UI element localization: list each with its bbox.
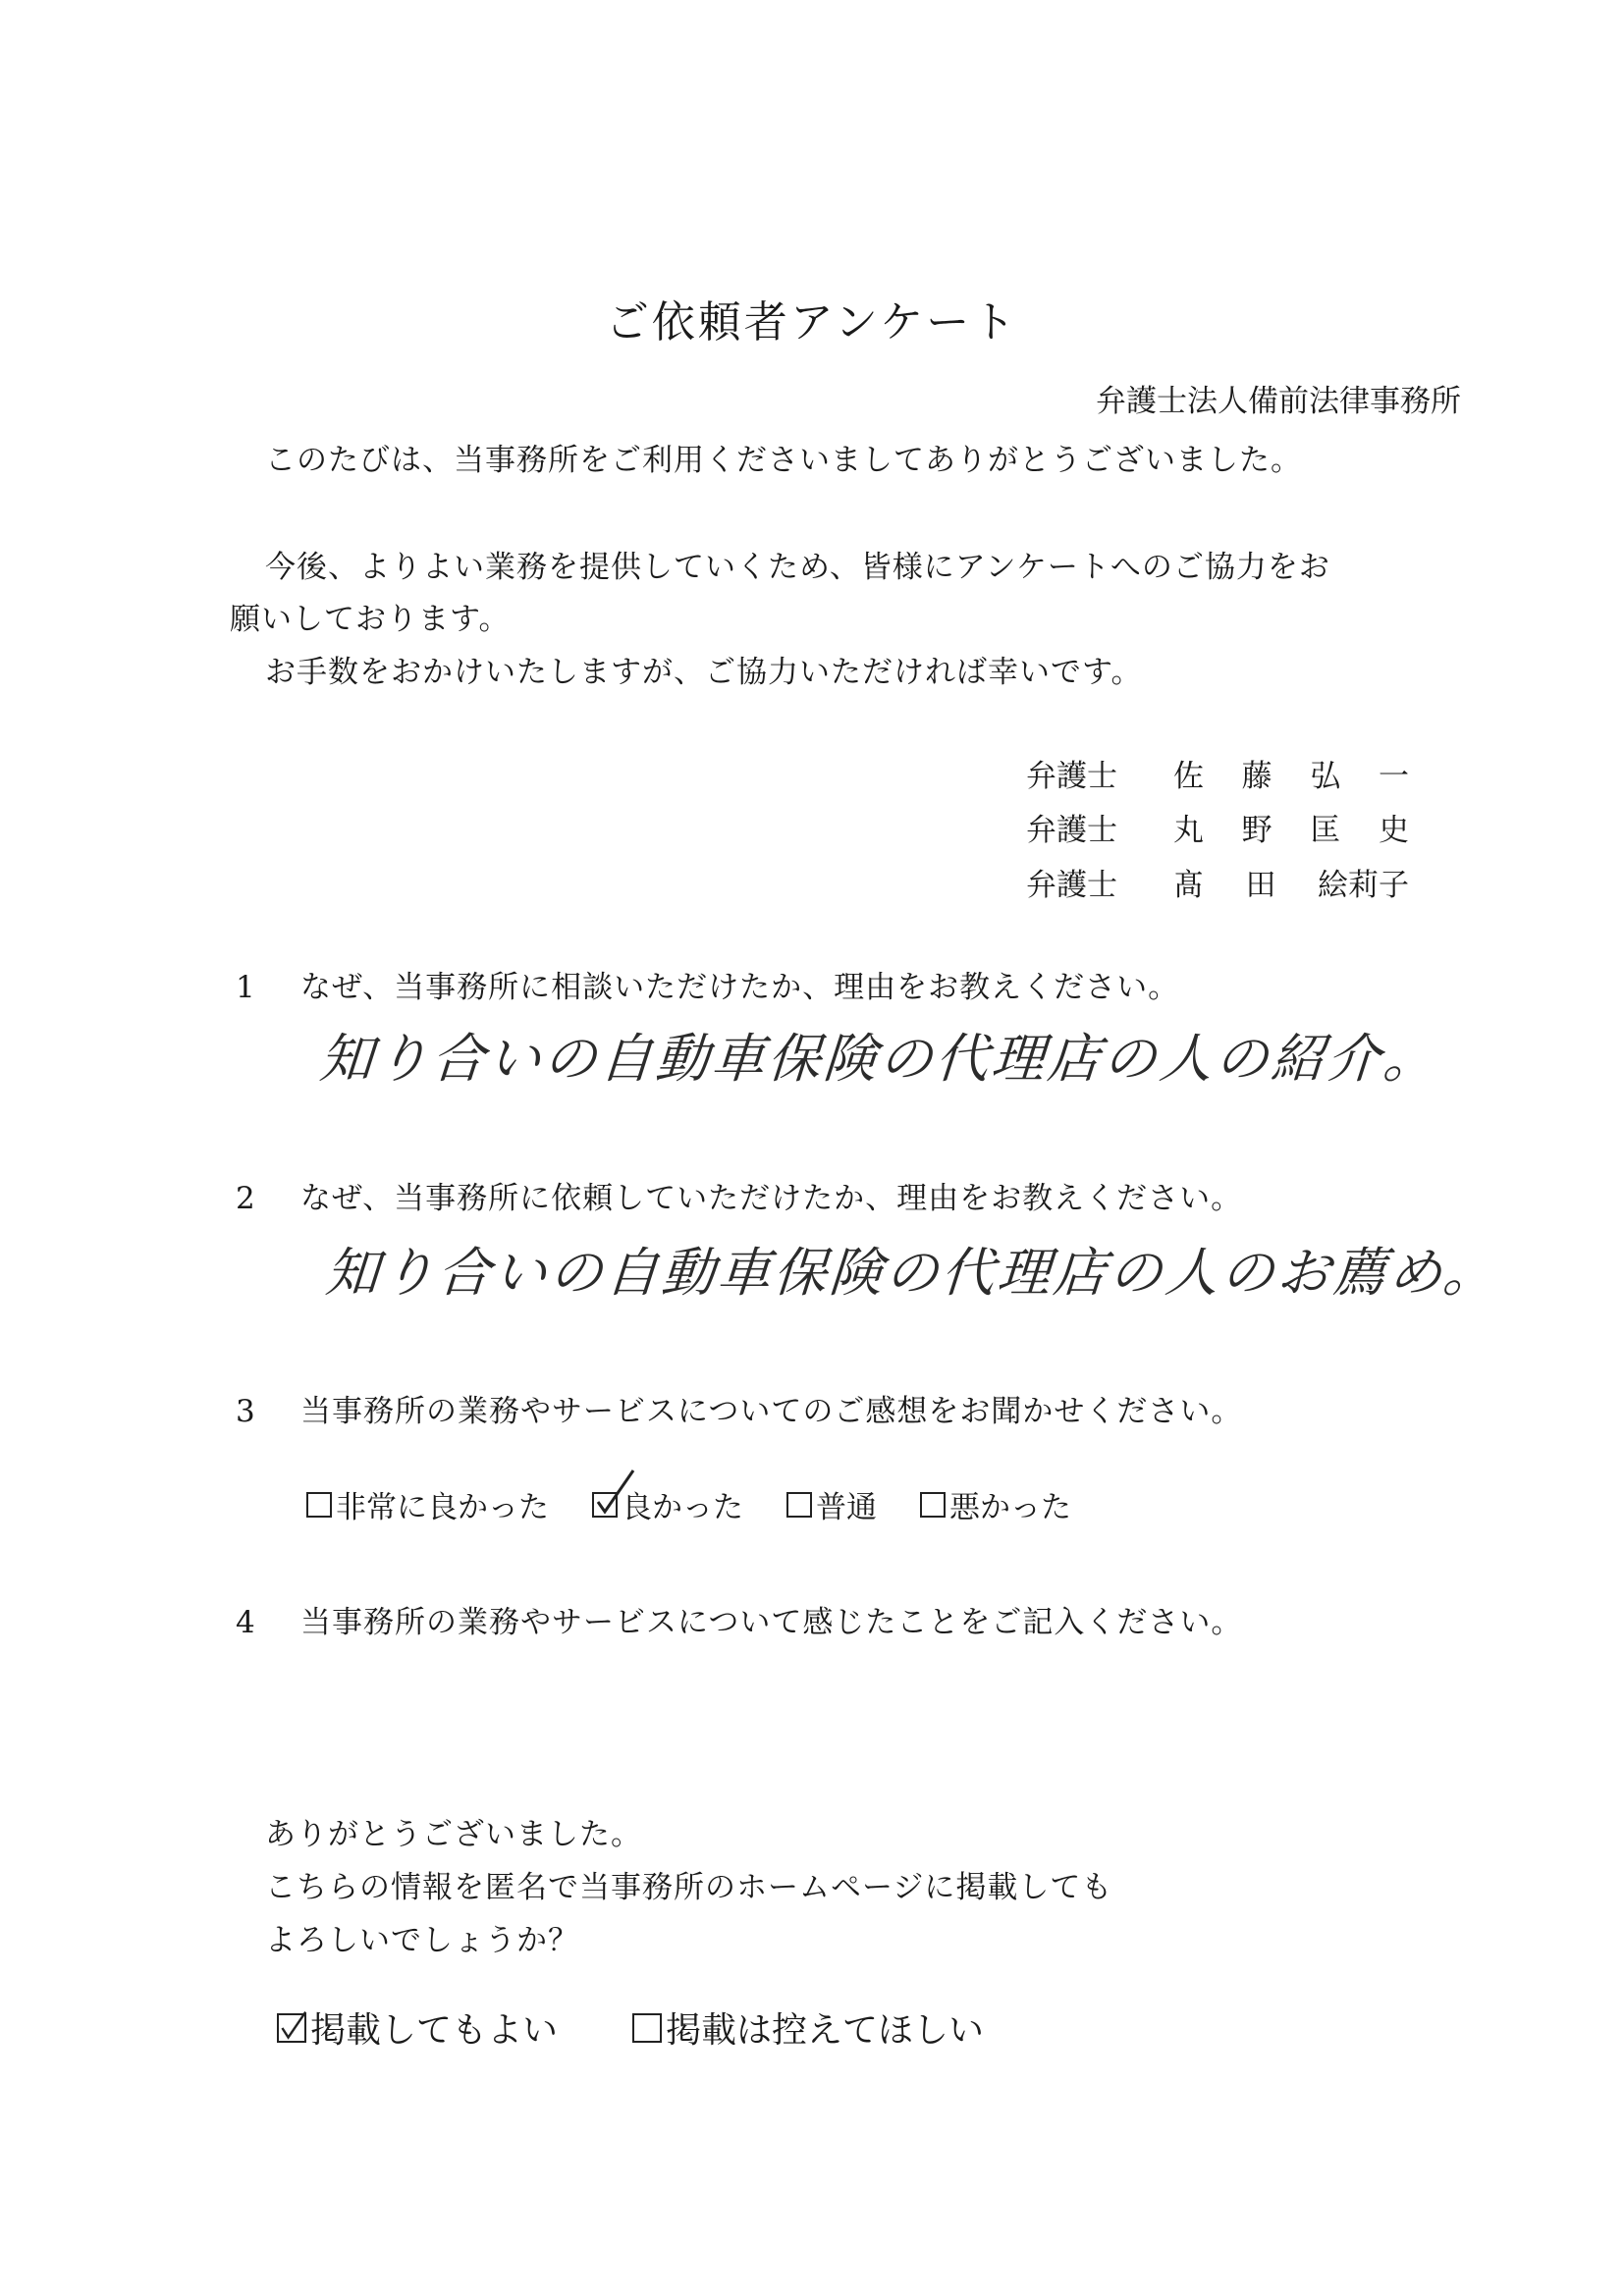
name-char: 一	[1378, 759, 1409, 794]
option-label: 悪かった	[949, 1490, 1071, 1525]
question-number: 1	[236, 970, 256, 1005]
lawyer-role: 弁護士	[1026, 759, 1117, 794]
question-number: 2	[236, 1181, 256, 1216]
lawyer-row-3	[1026, 860, 1409, 904]
checkbox[interactable]	[786, 1492, 812, 1518]
name-char: 絵莉子	[1318, 868, 1409, 903]
closing-line-1: ありがとうございました。	[265, 1817, 642, 1852]
question-number: 3	[236, 1394, 256, 1429]
name-char: 史	[1378, 813, 1409, 848]
answer-1-handwritten: 知り合いの自動車保険の代理店の人の紹介。	[317, 1028, 1441, 1090]
lawyer-name	[1173, 860, 1409, 904]
option-label: 掲載してもよい	[310, 2010, 559, 2051]
name-char: 弘	[1310, 759, 1341, 794]
option-label: 良かった	[622, 1490, 743, 1525]
name-char: 藤	[1241, 759, 1272, 794]
intro-line-1: このたびは、当事務所をご利用くださいましてありがとうございました。	[265, 443, 1302, 478]
checkbox[interactable]	[920, 1492, 946, 1518]
rating-bad[interactable]	[920, 1482, 1071, 1526]
lawyer-role: 弁護士	[1026, 868, 1117, 903]
rating-good[interactable]	[592, 1482, 743, 1526]
question-2	[236, 1173, 1242, 1217]
name-char: 匡	[1310, 813, 1341, 848]
question-text: なぜ、当事務所に依頼していただけたか、理由をお教えください。	[300, 1181, 1243, 1216]
checkbox[interactable]	[306, 1492, 332, 1518]
lawyer-row-2	[1026, 805, 1409, 849]
check-mark-icon	[596, 1468, 635, 1518]
intro-line-3: 願いしております。	[230, 602, 511, 637]
question-4	[236, 1597, 1242, 1641]
option-label: 掲載は控えてほしい	[666, 2010, 985, 2051]
option-label: 普通	[816, 1490, 877, 1525]
name-char: 野	[1241, 813, 1272, 848]
firm-name: 弁護士法人備前法律事務所	[1096, 384, 1461, 419]
lawyer-name	[1173, 751, 1409, 795]
rating-very-good[interactable]	[306, 1482, 549, 1526]
question-text: なぜ、当事務所に相談いただけたか、理由をお教えください。	[300, 970, 1180, 1005]
name-char: 髙	[1173, 868, 1204, 903]
lawyer-role: 弁護士	[1026, 813, 1117, 848]
checkbox[interactable]	[632, 2013, 662, 2043]
survey-title: ご依頼者アンケート	[605, 297, 1019, 347]
rating-options	[306, 1482, 1114, 1526]
question-number: 4	[236, 1605, 256, 1640]
answer-2-handwritten: 知り合いの自動車保険の代理店の人のお薦め。	[323, 1242, 1501, 1304]
question-text: 当事務所の業務やサービスについて感じたことをご記入ください。	[300, 1605, 1243, 1640]
publish-options	[277, 2002, 1058, 2053]
lawyer-row-1	[1026, 751, 1409, 795]
closing-line-2: こちらの情報を匿名で当事務所のホームページに掲載しても	[265, 1870, 1113, 1905]
name-char: 佐	[1173, 759, 1204, 794]
name-char: 田	[1245, 868, 1276, 903]
question-3	[236, 1386, 1242, 1430]
rating-normal[interactable]	[786, 1482, 877, 1526]
question-text: 当事務所の業務やサービスについてのご感想をお聞かせください。	[300, 1394, 1243, 1429]
check-mark-icon	[279, 2009, 308, 2043]
publish-decline[interactable]	[632, 2002, 984, 2053]
publish-allow[interactable]	[277, 2002, 558, 2053]
option-label: 非常に良かった	[336, 1490, 549, 1525]
name-char: 丸	[1173, 813, 1204, 848]
intro-line-4: お手数をおかけいたしますが、ご協力いただければ幸いです。	[265, 655, 1143, 690]
lawyer-name	[1173, 805, 1409, 849]
checkbox-checked[interactable]	[277, 2013, 306, 2043]
closing-line-3: よろしいでしょうか？	[265, 1923, 579, 1958]
question-1	[236, 962, 1179, 1006]
intro-line-2: 今後、よりよい業務を提供していくため、皆様にアンケートへのご協力をお	[265, 550, 1330, 585]
checkbox-checked[interactable]	[592, 1492, 618, 1518]
